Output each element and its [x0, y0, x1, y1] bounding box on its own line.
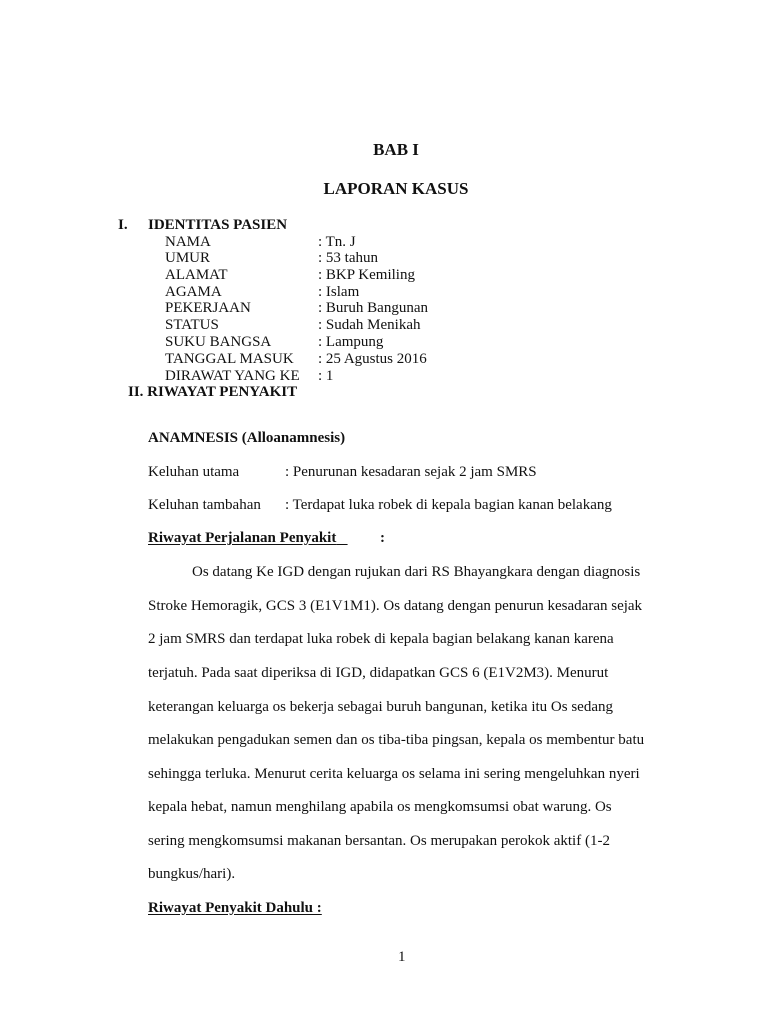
- rpp-line: melakukan pengadukan semen dan os tiba-tiba pingsan, kepala os membentur batu: [148, 732, 645, 748]
- rpp-line: keterangan keluarga os bekerja sebagai buruh bangunan, ketika itu Os sedang: [148, 699, 613, 715]
- identity-value-suku-bangsa: : Lampung: [318, 334, 384, 350]
- keluhan-utama-value: : Penurunan kesadaran sejak 2 jam SMRS: [285, 464, 537, 480]
- identity-value-agama: : Islam: [318, 284, 360, 300]
- identity-label-suku-bangsa: SUKU BANGSA: [165, 334, 272, 350]
- rpd-heading: Riwayat Penyakit Dahulu :: [148, 900, 322, 916]
- rpp-colon: :: [380, 530, 385, 546]
- identity-label-tanggal-masuk: TANGGAL MASUK: [165, 351, 294, 367]
- section-1-heading: IDENTITAS PASIEN: [148, 217, 288, 233]
- rpp-heading: [148, 531, 348, 546]
- rpp-line: sering mengkomsumsi makanan bersantan. Os merupakan perokok aktif (1-2: [148, 833, 610, 849]
- identity-value-tanggal-masuk: : 25 Agustus 2016: [318, 351, 427, 367]
- identity-label-status: STATUS: [165, 317, 219, 333]
- identity-value-dirawat-yang-ke: : 1: [318, 368, 334, 384]
- keluhan-tambahan-value: : Terdapat luka robek di kepala bagian kanan belakang: [285, 497, 612, 513]
- keluhan-utama-label: Keluhan utama: [148, 464, 240, 480]
- identity-label-dirawat-yang-ke: DIRAWAT YANG KE: [165, 368, 300, 384]
- report-title: LAPORAN KASUS: [323, 179, 469, 198]
- rpp-line: Os datang Ke IGD dengan rujukan dari RS Bhayangkara dengan diagnosis: [192, 564, 641, 580]
- identity-value-status: : Sudah Menikah: [318, 317, 421, 333]
- identity-label-nama: NAMA: [165, 234, 211, 250]
- rpp-heading-text: Riwayat Perjalanan Penyakit: [148, 530, 337, 546]
- rpp-line: 2 jam SMRS dan terdapat luka robek di kepala bagian belakang kanan karena: [148, 631, 614, 647]
- rpp-line: Stroke Hemoragik, GCS 3 (E1V1M1). Os datang dengan penurun kesadaran sejak: [148, 598, 643, 614]
- page-number: 1: [398, 949, 406, 965]
- identity-label-umur: UMUR: [165, 250, 211, 266]
- identity-value-alamat: : BKP Kemiling: [318, 267, 415, 283]
- anamnesis-heading: ANAMNESIS (Alloanamnesis): [148, 430, 346, 446]
- section-2-heading: II. RIWAYAT PENYAKIT: [128, 384, 298, 400]
- identity-value-nama: : Tn. J: [318, 234, 356, 250]
- rpp-line: terjatuh. Pada saat diperiksa di IGD, didapatkan GCS 6 (E1V2M3). Menurut: [148, 665, 609, 681]
- chapter-title: BAB I: [373, 140, 419, 159]
- keluhan-tambahan-label: Keluhan tambahan: [148, 497, 261, 513]
- rpp-line: sehingga terluka. Menurut cerita keluarga os selama ini sering mengeluhkan nyeri: [148, 766, 640, 782]
- rpp-line: bungkus/hari).: [148, 866, 236, 882]
- identity-label-agama: AGAMA: [165, 284, 222, 300]
- rpp-line: kepala hebat, namun menghilang apabila os mengkomsumsi obat warung. Os: [148, 799, 612, 815]
- section-1-number: I.: [118, 217, 128, 233]
- identity-label-alamat: ALAMAT: [165, 267, 228, 283]
- rpp-heading-underline-gap: [336, 530, 347, 546]
- identity-label-pekerjaan: PEKERJAAN: [165, 300, 251, 316]
- identity-value-pekerjaan: : Buruh Bangunan: [318, 300, 428, 316]
- identity-value-umur: : 53 tahun: [318, 250, 378, 266]
